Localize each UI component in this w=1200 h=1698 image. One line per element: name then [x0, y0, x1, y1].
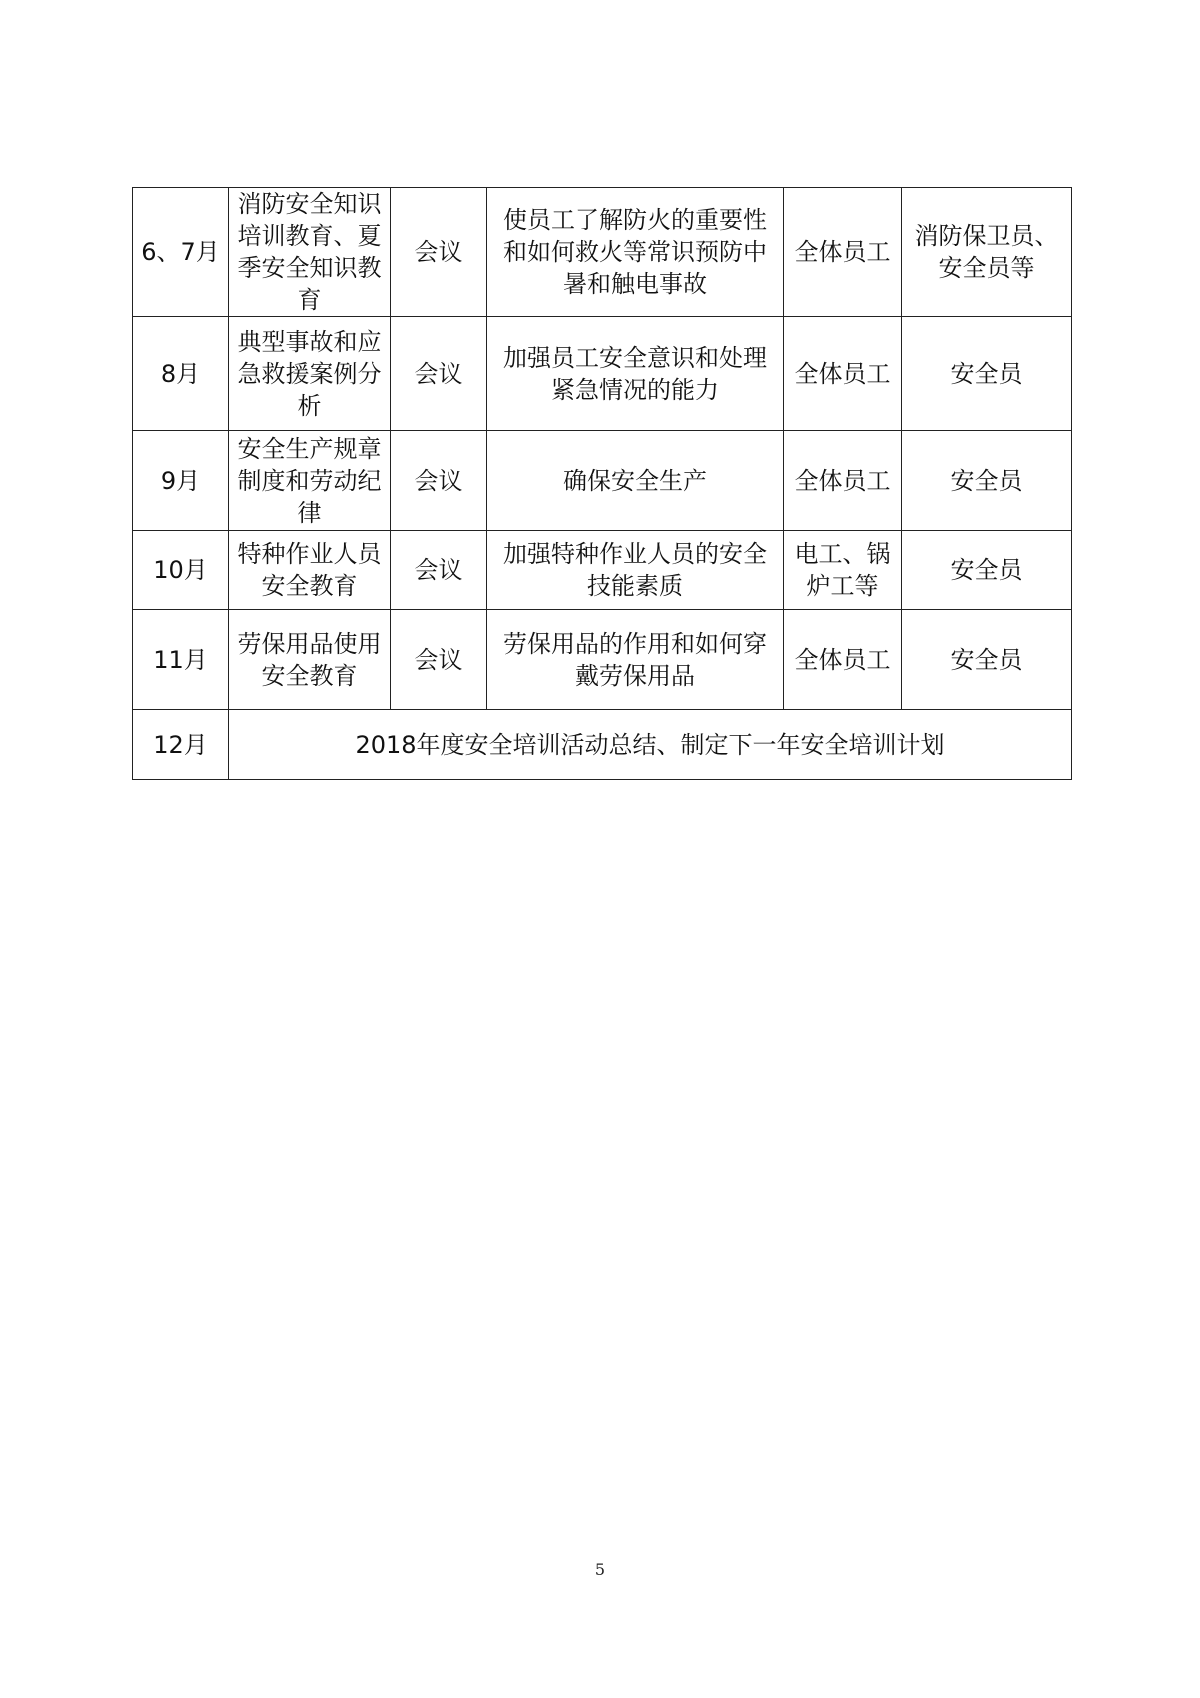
participants-cell: 全体员工	[784, 317, 902, 431]
topic-cell: 安全生产规章制度和劳动纪律	[229, 431, 391, 531]
summary-cell: 2018年度安全培训活动总结、制定下一年安全培训计划	[229, 710, 1072, 780]
month-cell: 6、7月	[133, 188, 229, 317]
responsible-cell: 安全员	[902, 431, 1072, 531]
table-row	[133, 431, 1072, 531]
table-row	[133, 188, 1072, 317]
month-cell: 11月	[133, 610, 229, 710]
table-row	[133, 531, 1072, 610]
form-cell: 会议	[391, 610, 487, 710]
form-cell: 会议	[391, 317, 487, 431]
form-cell: 会议	[391, 531, 487, 610]
month-cell: 9月	[133, 431, 229, 531]
purpose-cell: 使员工了解防火的重要性和如何救火等常识预防中暑和触电事故	[487, 188, 784, 317]
responsible-cell: 安全员	[902, 531, 1072, 610]
month-cell: 12月	[133, 710, 229, 780]
responsible-cell: 安全员	[902, 317, 1072, 431]
participants-cell: 电工、锅炉工等	[784, 531, 902, 610]
participants-cell: 全体员工	[784, 610, 902, 710]
training-plan-table	[132, 187, 1072, 780]
summary-row	[133, 710, 1072, 780]
table-row	[133, 317, 1072, 431]
month-cell: 10月	[133, 531, 229, 610]
participants-cell: 全体员工	[784, 188, 902, 317]
table-row	[133, 610, 1072, 710]
topic-cell: 消防安全知识培训教育、夏季安全知识教育	[229, 188, 391, 317]
purpose-cell: 加强员工安全意识和处理紧急情况的能力	[487, 317, 784, 431]
page-number: 5	[594, 1560, 606, 1579]
purpose-cell: 劳保用品的作用和如何穿戴劳保用品	[487, 610, 784, 710]
responsible-cell: 安全员	[902, 610, 1072, 710]
topic-cell: 典型事故和应急救援案例分析	[229, 317, 391, 431]
topic-cell: 劳保用品使用安全教育	[229, 610, 391, 710]
form-cell: 会议	[391, 188, 487, 317]
month-cell: 8月	[133, 317, 229, 431]
participants-cell: 全体员工	[784, 431, 902, 531]
purpose-cell: 确保安全生产	[487, 431, 784, 531]
purpose-cell: 加强特种作业人员的安全技能素质	[487, 531, 784, 610]
form-cell: 会议	[391, 431, 487, 531]
responsible-cell: 消防保卫员、安全员等	[902, 188, 1072, 317]
topic-cell: 特种作业人员安全教育	[229, 531, 391, 610]
